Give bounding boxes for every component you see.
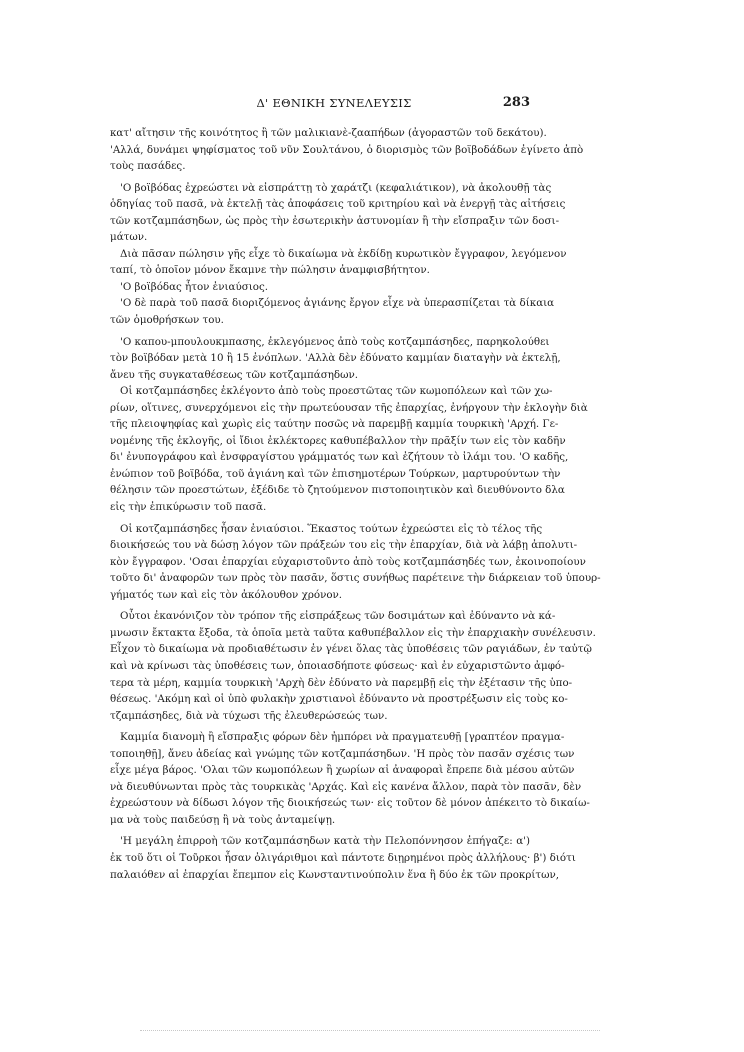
- text-line: ὁδηγίας τοῦ πασᾶ, νὰ ἐκτελῇ τὰς ἀποφάσεις τοῦ κριτηρίου καὶ νὰ ἐνεργῇ τὰς αἰτήσεις: [110, 198, 566, 211]
- text-line: θέσεως. 'Ακόμη καὶ οἱ ὑπὸ φυλακὴν χριστιανοὶ ἐδύναντο νὰ προστρέξωσιν εἰς τοὺς κο-: [110, 693, 568, 706]
- text-line: Καμμία διανομὴ ἢ εἴσπραξις φόρων δὲν ἠμπόρει νὰ πραγματευθῇ [γραπτέον πραγμα-: [120, 731, 565, 744]
- text-line: τερα τὰ μέρη, καμμία τουρκικὴ 'Αρχὴ δὲν ἐδύνατο νὰ παρεμβῇ εἰς τὴν ἐξέτασιν τῆς ὑπο-: [110, 676, 573, 689]
- text-line: 'Ο καπου-μπουλουκμπασης, ἐκλεγόμενος ἀπὸ τοὺς κοτζαμπάσηδες, παρηκολούθει: [120, 335, 550, 348]
- text-line: μα νὰ τοὺς παιδεύσῃ ἢ νὰ τοὺς ἀνταμείψῃ.: [110, 813, 336, 826]
- text-line: τζαμπάσηδες, διὰ νὰ τύχωσι τῆς ἐλευθερώσεώς των.: [110, 709, 388, 722]
- text-line: κατ' αἴτησιν τῆς κοινότητος ἢ τῶν μαλικιανὲ-ζααπήδων (ἀγοραστῶν τοῦ δεκάτου).: [110, 127, 547, 139]
- text-line: Οἱ κοτζαμπάσηδες ἦσαν ἐνιαύσιοι. Ἕκαστος τούτων ἐχρεώστει εἰς τὸ τέλος τῆς: [120, 522, 543, 535]
- text-line: 'Ο βοϊβόδας ἐχρεώστει νὰ εἰσπράττῃ τὸ χαράτζι (κεφαλιάτικον), νὰ ἀκολουθῇ τὰς: [120, 181, 552, 194]
- text-line: ἄνευ τῆς συγκαταθέσεως τῶν κοτζαμπάσηδων.: [110, 368, 359, 381]
- text-line: Οὗτοι ἐκανόνιζον τὸν τρόπον τῆς εἰσπράξεως τῶν δοσιμάτων καὶ ἐδύναντο νὰ κά-: [120, 610, 556, 623]
- text-line: 'Η μεγάλη ἐπιρροὴ τῶν κοτζαμπάσηδων κατὰ τὴν Πελοπόννησον ἐπήγαζε: α'): [120, 835, 530, 848]
- footer-divider: [140, 1030, 600, 1033]
- text-line: θέλησιν τῶν προεστώτων, ἐξέδιδε τὸ ζητούμενον πιστοποιητικὸν καὶ διευθύνοντο δλα: [110, 484, 565, 497]
- body-text: [110, 125, 601, 883]
- text-line: δι' ἐνυπογράφου καὶ ἐνσφραγίστου γράμματός των καὶ ἐζήτουν τὸ ἰλάμι του. 'Ο καδῆς,: [110, 451, 569, 464]
- text-line: μνωσιν ἔκτακτα ἔξοδα, τὰ ὁποῖα μετὰ ταῦτα καθυπέβαλλον εἰς τὴν ἐπαρχιακὴν συνέλευσιν.: [110, 626, 596, 639]
- text-line: εἶχε μέγα βάρος. 'Ολαι τῶν κωμοπόλεων ἢ χωρίων αἱ ἀναφοραὶ ἔπρεπε διὰ μέσου αὐτῶν: [110, 764, 575, 777]
- text-line: παλαιόθεν αἱ ἐπαρχίαι ἔπεμπον εἰς Κωνσταντινούπολιν ἕνα ἢ δύο ἐκ τῶν προκρίτων,: [110, 868, 560, 881]
- text-line: τοῦτο δι' ἀναφορῶν των πρὸς τὸν πασᾶν, ὅστις συνήθως παρέτεινε τὴν διάρκειαν τοῦ ὑπουρ-: [110, 572, 601, 585]
- text-line: ταπί, τὸ ὁποῖον μόνον ἔκαμνε τὴν πώλησιν ἀναμφισβήτητον.: [110, 264, 430, 277]
- text-line: νὰ διευθύνωνται πρὸς τὰς τουρκικὰς 'Αρχάς. Καὶ εἰς κανένα ἄλλον, παρὰ τὸν πασᾶν, δὲν: [110, 780, 582, 793]
- text-line: Διὰ πᾶσαν πώλησιν γῆς εἶχε τὸ δικαίωμα νὰ ἐκδίδῃ κυρωτικὸν ἔγγραφον, λεγόμενον: [120, 247, 567, 260]
- text-line: μάτων.: [110, 231, 148, 244]
- text-line: καὶ νὰ κρίνωσι τὰς ὑποθέσεις των, ὁποιασδήποτε φύσεως· καὶ ἐν εὐχαριστῶντο ἀμφό-: [110, 659, 565, 672]
- text-line: Εἶχον τὸ δικαίωμα νὰ προδιαθέτωσιν ἐν γένει ὅλας τὰς ὑποθέσεις τῶν ραγιάδων, ἐν ταὐτῷ: [110, 643, 592, 656]
- page-number: 283: [502, 95, 530, 110]
- text-line: 'Ο βοϊβόδας ἦτον ἐνιαύσιος.: [120, 280, 269, 293]
- text-line: ἐνώπιον τοῦ βοϊβόδα, τοῦ ἀγιάνη καὶ τῶν ἐπισημοτέρων Τούρκων, μαρτυρούντων τὴν: [110, 467, 561, 480]
- text-line: τὸν βοϊβόδαν μετὰ 10 ἢ 15 ἐνόπλων. 'Αλλὰ δὲν ἐδύνατο καμμίαν διαταγὴν νὰ ἐκτελῇ,: [110, 352, 561, 365]
- text-line: ἐκ τοῦ ὅτι οἱ Τοῦρκοι ἦσαν ὀλιγάριθμοι καὶ πάντοτε διῃρημένοι πρὸς ἀλλήλους· β') διότι: [110, 851, 576, 864]
- text-line: τῶν κοτζαμπάσηδων, ὡς πρὸς τὴν ἐσωτερικὴν ἀστυνομίαν ἢ τὴν εἴσπραξιν τῶν δοσι-: [110, 214, 560, 227]
- text-line: ρίων, οἵτινες, συνερχόμενοι εἰς τὴν πρωτεύουσαν τῆς ἐπαρχίας, ἐνήργουν τὴν ἐκλογὴν διὰ: [110, 401, 588, 414]
- text-line: 'Ο δὲ παρὰ τοῦ πασᾶ διοριζόμενος ἀγιάνης ἔργον εἶχε νὰ ὑπερασπίζεται τὰ δίκαια: [120, 297, 555, 310]
- text-line: 'Αλλά, δυνάμει ψηφίσματος τοῦ νῦν Σουλτάνου, ὁ διορισμὸς τῶν βοϊβοδάδων ἐγίνετο ἀπὸ: [110, 143, 584, 156]
- text-line: Οἱ κοτζαμπάσηδες ἐκλέγοντο ἀπὸ τοὺς προεστῶτας τῶν κωμοπόλεων καὶ τῶν χω-: [120, 385, 553, 398]
- text-line: τῆς πλειοψηφίας καὶ χωρὶς εἰς ταύτην ποσῶς νὰ παρεμβῇ καμμία τουρκικὴ 'Αρχή. Γε-: [110, 418, 559, 431]
- running-head: Δ' ΕΘΝΙΚΗ ΣΥΝΕΛΕΥΣΙΣ: [256, 96, 412, 110]
- page-header: [110, 96, 530, 116]
- text-line: τοποιηθῇ], ἄνευ ἀδείας καὶ γνώμης τῶν κοτζαμπάσηδων. 'Η πρὸς τὸν πασᾶν σχέσις των: [110, 747, 575, 760]
- text-line: διοικήσεώς του νὰ δώσῃ λόγον τῶν πράξεών του εἰς τὴν ἐπαρχίαν, διὰ νὰ λάβῃ ἀπολυτι-: [110, 539, 578, 552]
- text-line: γήματός των καὶ εἰς τὸν ἀκόλουθον χρόνον.: [110, 588, 343, 601]
- text-line: ἐχρεώστουν νὰ δίδωσι λόγον τῆς διοικήσεώς των· εἰς τοῦτον δὲ μόνον ἀπέκειτο τὸ δικαίω-: [110, 797, 590, 810]
- text-line: κὸν ἔγγραφον. 'Οσαι ἐπαρχίαι εὐχαριστοῦντο ἀπὸ τοὺς κοτζαμπάσηδές των, ἐκοινοποίουν: [110, 555, 586, 568]
- text-line: τῶν ὁμοθρήσκων του.: [110, 314, 224, 327]
- text-line: νομένης τῆς ἐκλογῆς, οἱ ἴδιοι ἐκλέκτορες καθυπέβαλλον τὴν πρᾶξίν των εἰς τὸν καδῆν: [110, 434, 566, 447]
- text-line: τοὺς πασάδες.: [110, 160, 186, 173]
- text-line: εἰς τὴν ἐπικύρωσιν τοῦ πασᾶ.: [110, 501, 267, 514]
